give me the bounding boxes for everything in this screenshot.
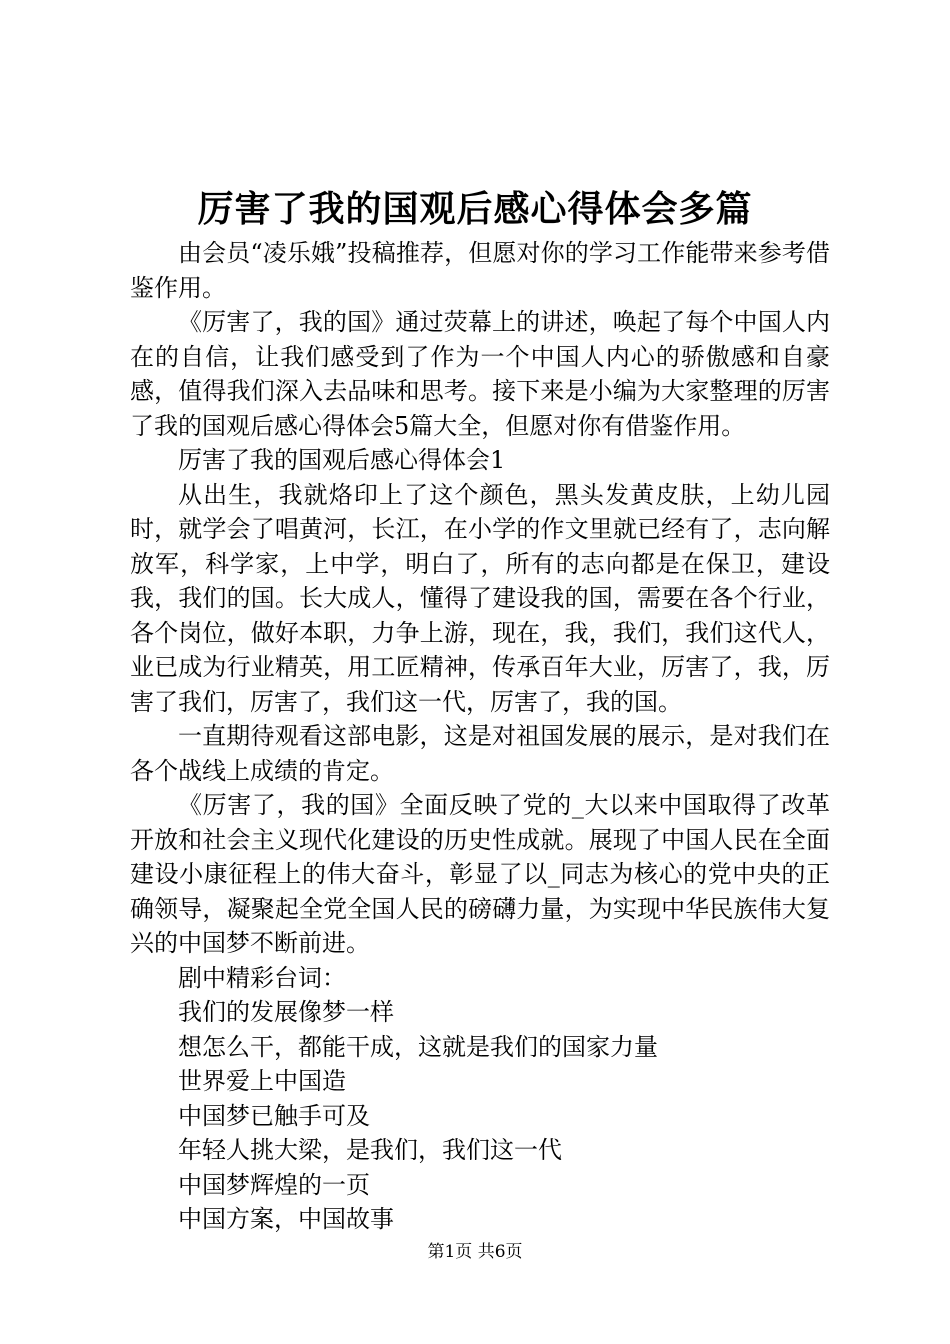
document-title: 厉害了我的国观后感心得体会多篇 xyxy=(197,188,753,230)
paragraph-body-1: 从出生，我就烙印上了这个颜色，黑头发黄皮肤，上幼儿园时，就学会了唱黄河，长江，在小学的作文里就已经有了，志向解放军，科学家，上中学，明白了，所有的志向都是在保卫，建设我，我们的国。长大成人，懂得了建设我的国，需要在各个行业，各个岗位，做好本职，力争上游，现在，我，我们，我们这代人，业已成为行业精英，用工匠精神，传承百年大业，厉害了，我，厉害了我们，厉害了，我们这一代，厉害了，我的国。 xyxy=(130,480,830,716)
quote-line: 中国方案，中国故事 xyxy=(178,1205,394,1233)
quote-line: 想怎么干，都能干成，这就是我们的国家力量 xyxy=(178,1032,658,1061)
quote-line: 中国梦已触手可及 xyxy=(178,1101,370,1130)
paragraph-summary: 《厉害了，我的国》通过荧幕上的讲述，唤起了每个中国人内在的自信，让我们感受到了作为一个中国人内心的骄傲感和自豪感，值得我们深入去品味和思考。接下来是小编为大家整理的厉害了我的国观后感心得体会5篇大全，但愿对你有借鉴作用。 xyxy=(130,308,830,440)
quotes-heading: 剧中精彩台词： xyxy=(178,963,346,992)
quote-line: 我们的发展像梦一样 xyxy=(178,998,394,1026)
paragraph-intro: 由会员“凌乐娥”投稿推荐，但愿对你的学习工作能带来参考借鉴作用。 xyxy=(130,239,830,302)
quote-line: 年轻人挑大梁，是我们，我们这一代 xyxy=(178,1136,562,1164)
quote-line: 中国梦辉煌的一页 xyxy=(178,1170,370,1199)
paragraph-body-2: 一直期待观看这部电影，这是对祖国发展的展示，是对我们在各个战线上成绩的肯定。 xyxy=(130,722,830,785)
document-body xyxy=(130,236,830,1237)
page-footer: 第1页 共6页 xyxy=(427,1242,523,1262)
quote-line: 世界爱上中国造 xyxy=(178,1067,346,1095)
section-heading-1: 厉害了我的国观后感心得体会1 xyxy=(178,446,506,474)
paragraph-body-3: 《厉害了，我的国》全面反映了党的_大以来中国取得了改革开放和社会主义现代化建设的历史性成就。展现了中国人民在全面建设小康征程上的伟大奋斗，彰显了以_同志为核心的党中央的正确领导，凝聚起全党全国人民的磅礴力量，为实现中华民族伟大复兴的中国梦不断前进。 xyxy=(130,791,830,957)
